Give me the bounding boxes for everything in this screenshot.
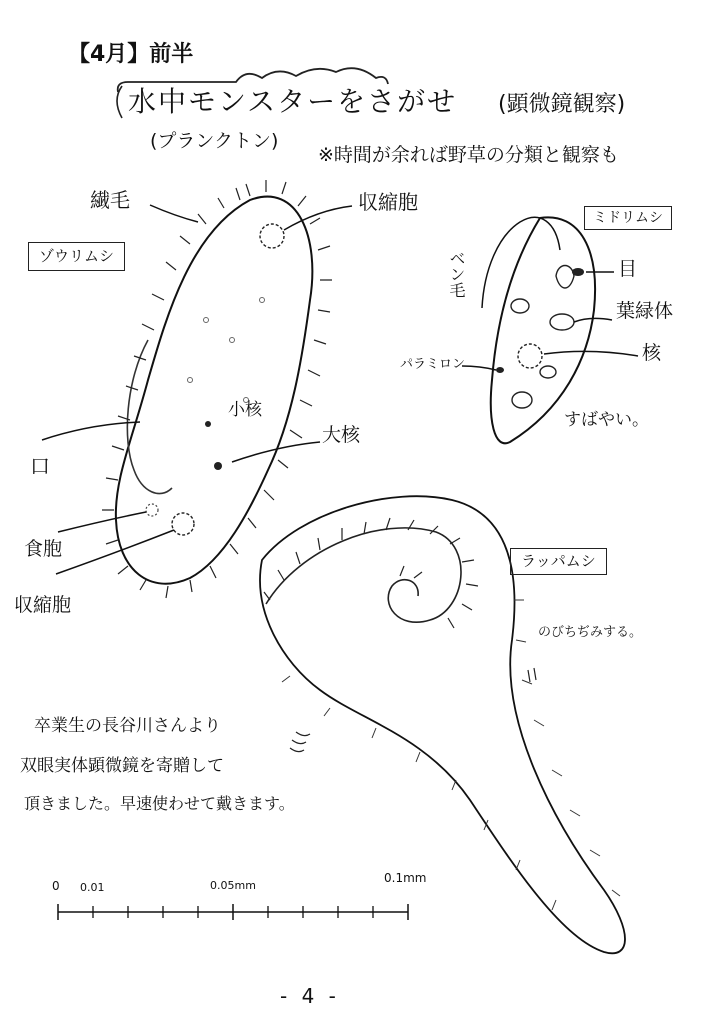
paramecium-body (116, 197, 313, 584)
paramecium-micronucleus (205, 421, 211, 427)
scale-tick-0: 0 (52, 879, 60, 893)
scale-tick-01: 0.1mm (384, 871, 427, 885)
paramecium-name-box: ゾウリムシ (28, 242, 125, 271)
paramecium-food-vacuole (146, 504, 158, 516)
euglena-chloroplast (550, 314, 574, 330)
leader-contractile-bottom (56, 530, 174, 574)
label-mouth: 口 (30, 454, 50, 478)
label-flagellum: ベン毛 (447, 250, 466, 298)
label-cilia: 繊毛 (90, 188, 130, 212)
euglena-note: すばやい。 (564, 410, 649, 430)
paramecium-oral-groove (127, 340, 172, 494)
page-number: - 4 - (280, 984, 340, 1008)
label-nucleus: 核 (642, 342, 662, 364)
stentor-motion-mark-left (290, 732, 310, 752)
scale-bar (58, 904, 408, 920)
leader-cilia (150, 205, 198, 222)
leader-paramylon (462, 366, 496, 370)
title-note: (顕微鏡観察) (498, 92, 626, 117)
label-chloroplast: 葉緑体 (616, 300, 674, 322)
paramecium-granule (260, 298, 265, 303)
paramecium-granule (204, 318, 209, 323)
paramecium-granule (188, 378, 193, 383)
memo-line-3: 頂きました。早速使わせて戴きます。 (24, 794, 295, 813)
leader-food-vacuole (58, 512, 146, 532)
leader-nucleus (544, 351, 638, 356)
leader-mouth (42, 422, 140, 440)
label-food-vacuole: 食胞 (24, 538, 63, 560)
memo-line-2: 双眼実体顕微鏡を寄贈して (20, 756, 224, 776)
euglena-gullet (556, 266, 574, 289)
euglena-flagellum (482, 217, 560, 308)
label-macronucleus: 大核 (322, 424, 361, 446)
euglena-paramylon (496, 367, 504, 373)
header-tag: 【4月】前半 (68, 42, 194, 67)
label-paramylon: パラミロン (400, 357, 466, 372)
label-contractile-vacuole-top: 収縮胞 (358, 190, 418, 214)
euglena-chloroplast (511, 299, 529, 313)
paramecium-contractile-vacuole-bottom (172, 513, 194, 535)
header-note: ※時間が余れば野草の分類と観察も (318, 144, 619, 166)
subtitle: (プランクトン) (150, 130, 279, 152)
stentor-name-box: ラッパムシ (510, 548, 607, 575)
stentor-body-cilia (282, 600, 620, 910)
label-eyespot: 目 (618, 258, 638, 280)
paramecium-granule (230, 338, 235, 343)
stentor-oral-spiral (266, 528, 461, 622)
euglena-chloroplast (540, 366, 556, 378)
stentor-motion-mark (528, 668, 536, 682)
label-micronucleus: 小核 (228, 400, 262, 420)
page-title: 水中モンスターをさがせ (128, 85, 458, 118)
paramecium-contractile-vacuole-top (260, 224, 284, 248)
paramecium-macronucleus (214, 462, 222, 470)
euglena-eyespot (572, 268, 584, 276)
paramecium-drawing (102, 180, 332, 598)
euglena-name-box: ミドリムシ (584, 206, 672, 230)
paramecium-cilia (102, 180, 332, 598)
label-contractile-vacuole-bottom: 収縮胞 (14, 594, 72, 616)
memo-line-1: 卒業生の長谷川さんより (34, 716, 221, 736)
euglena-chloroplast (512, 392, 532, 408)
stentor-note: のびちぢみする。 (538, 625, 643, 640)
scale-tick-005: 0.05mm (210, 879, 256, 892)
euglena-nucleus (518, 344, 542, 368)
scale-tick-001: 0.01 (80, 881, 105, 894)
